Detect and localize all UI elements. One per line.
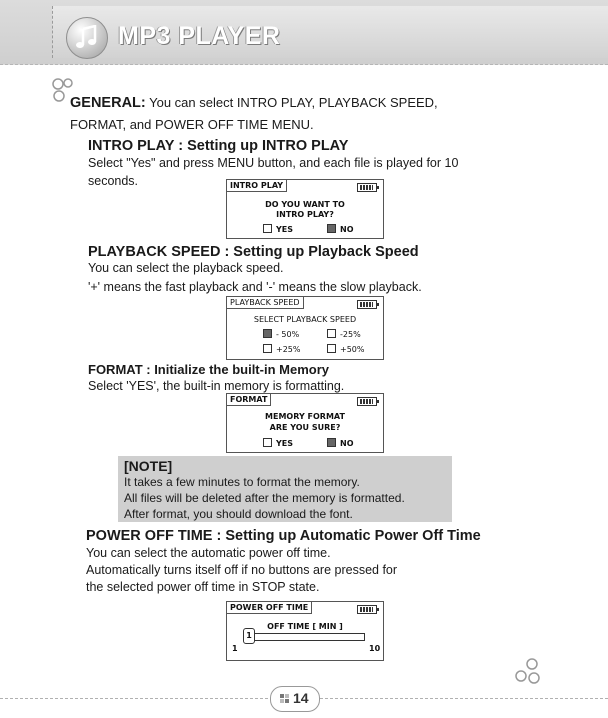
screen-question-line1: DO YOU WANT TO [265,200,345,209]
checkbox-icon [327,329,336,338]
speed-option-plus50 [327,344,364,354]
yes-label: YES [276,225,294,234]
note-line2: All files will be deleted after the memory is formatted. [124,491,405,505]
battery-icon [357,397,377,406]
general-text-line2: FORMAT, and POWER OFF TIME MENU. [70,117,314,132]
speed-option-minus25 [327,329,361,339]
screen-question-line2: ARE YOU SURE? [269,423,341,432]
format-title [88,362,329,377]
power-off-screen [226,601,384,661]
intro-play-screen [226,179,384,239]
bubbles-icon [512,656,544,688]
note-box [118,456,452,522]
checkbox-checked-icon [327,438,336,447]
checkbox-icon [327,344,336,353]
playback-speed-line2: '+' means the fast playback and '-' means the slow playback. [88,280,422,294]
checkbox-checked-icon [327,224,336,233]
speed-option-label: +50% [340,345,365,354]
format-title-label: FORMAT [88,362,143,377]
general-label: GENERAL: [70,95,146,111]
format-screen [226,393,384,453]
music-note-icon [66,17,108,59]
no-option [327,224,354,234]
power-off-line3: the selected power off time in STOP state. [86,580,320,594]
format-line1: Select 'YES', the built-in memory is formatting. [88,379,345,393]
page-title: MP3 PLAYER [118,22,281,50]
power-off-line1: You can select the automatic power off time. [86,546,331,560]
page-number: 14 [293,690,309,706]
page-marker-icon [280,694,290,704]
no-option [327,438,354,448]
speed-option-label: +25% [276,345,301,354]
screen-tag: INTRO PLAY [227,180,287,192]
screen-question-line2: INTRO PLAY? [276,210,334,219]
speed-option-minus50 [263,329,299,339]
note-title: [NOTE] [124,458,173,474]
screen-tag: POWER OFF TIME [227,602,312,614]
slider-min-label: 1 [232,644,238,653]
yes-label: YES [276,439,294,448]
checkbox-icon [263,344,272,353]
intro-play-title: INTRO PLAY : Setting up INTRO PLAY [88,138,349,154]
page-number-badge [270,686,320,712]
playback-speed-line1: You can select the playback speed. [88,261,284,275]
general-section [70,92,540,136]
screen-question: OFF TIME [ MIN ] [267,622,343,631]
intro-play-line2: seconds. [88,174,139,188]
battery-icon [357,300,377,309]
screen-question-line1: MEMORY FORMAT [265,412,345,421]
power-off-title: POWER OFF TIME : Setting up Automatic Power Off Time [86,528,481,544]
battery-icon [357,605,377,614]
screen-question: SELECT PLAYBACK SPEED [253,315,357,324]
slider-max-label: 10 [369,644,381,653]
checkbox-checked-icon [263,329,272,338]
yes-option [263,438,293,448]
screen-tag: PLAYBACK SPEED [227,297,304,309]
speed-option-label: - 50% [276,330,300,339]
no-label: NO [340,439,354,448]
playback-speed-title: PLAYBACK SPEED : Setting up Playback Speed [88,244,419,260]
note-line3: After format, you should download the font. [124,507,353,521]
checkbox-icon [263,224,272,233]
off-time-slider-track [253,633,365,641]
speed-option-plus25 [263,344,300,354]
intro-play-line1: Select "Yes" and press MENU button, and each file is played for 10 [88,156,459,170]
speed-option-label: -25% [340,330,361,339]
screen-tag: FORMAT [227,394,271,406]
power-off-line2: Automatically turns itself off if no buttons are pressed for [86,563,398,577]
off-time-slider-knob: 1 [243,628,255,644]
general-text-line1: You can select INTRO PLAY, PLAYBACK SPEED, [149,95,438,110]
no-label: NO [340,225,354,234]
note-line1: It takes a few minutes to format the memory. [124,475,360,489]
battery-icon [357,183,377,192]
playback-speed-screen [226,296,384,360]
yes-option [263,224,293,234]
checkbox-icon [263,438,272,447]
format-title-rest: : Initialize the built-in Memory [142,362,329,377]
